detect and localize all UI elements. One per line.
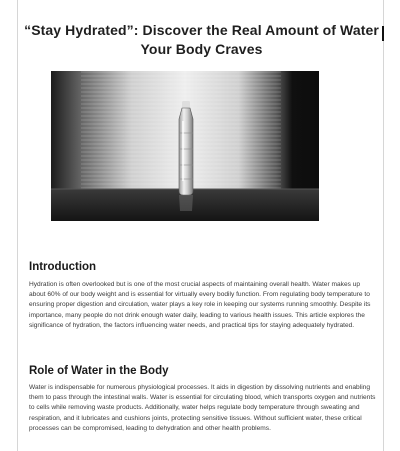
- section-body-introduction: Hydration is often overlooked but is one of the most crucial aspects of maintaining overall health. Water makes up about 60% of our body weight and is essential for virtually every bodily function. From regulating body temperature to ensuring proper digestion and circulation, water plays a key role in keeping our systems running smoothly. Despite its importance, many people do not drink enough water daily, leading to various health issues. This article explores the significance of hydration, the factors influencing water needs, and practical tips for staying adequately hydrated.: [29, 281, 371, 329]
- article-title: “Stay Hydrated”: Discover the Real Amount of Water Your Body Craves: [24, 22, 379, 57]
- hero-image: [51, 71, 319, 221]
- section-heading-role-of-water: Role of Water in the Body: [29, 365, 169, 377]
- document-page: [17, 0, 384, 451]
- text-cursor: [382, 26, 384, 41]
- section-body-role-of-water: Water is indispensable for numerous physiological processes. It aids in digestion by dissolving nutrients and enabling them to pass through the intestinal walls. Water is essential for circulating blood, which transports oxygen and nutrients to cells while removing waste products. Additionally, water helps regulate body temperature through sweating and respiration, and it lubricates and cushions joints, protecting sensitive tissues. Without sufficient water, these critical processes can be compromised, leading to dehydration and other health problems.: [29, 384, 376, 432]
- section-heading-introduction: Introduction: [29, 261, 97, 273]
- water-bottle-photo: [51, 71, 319, 221]
